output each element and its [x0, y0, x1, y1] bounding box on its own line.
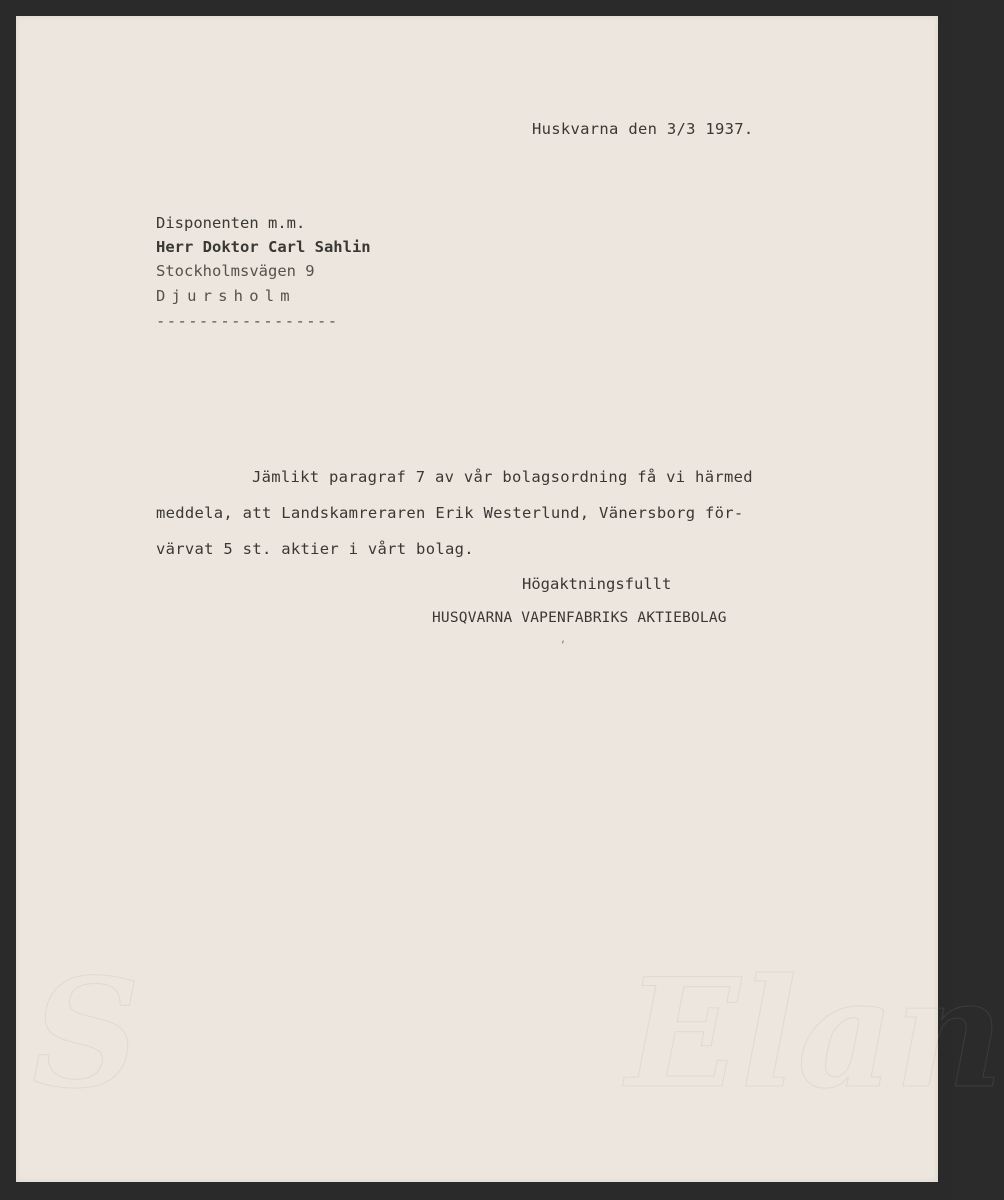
recipient-city: Djursholm: [156, 287, 296, 305]
recipient-name: Herr Doktor Carl Sahlin: [156, 238, 371, 256]
signature-company: HUSQVARNA VAPENFABRIKS AKTIEBOLAG: [432, 610, 727, 626]
recipient-street: Stockholmsvägen 9: [156, 262, 315, 280]
body-line: Jämlikt paragraf 7 av vår bolagsordning få vi härmed: [252, 468, 753, 486]
address-underline: -----------------: [156, 312, 339, 330]
body-line: meddela, att Landskamreraren Erik Westerlund, Vänersborg för-: [156, 504, 744, 522]
ink-speck: ,: [560, 634, 567, 645]
place-date: Huskvarna den 3/3 1937.: [532, 120, 754, 138]
paper-watermark: Elan: [626, 946, 1004, 1122]
letter-page: [16, 16, 1004, 1182]
body-line: värvat 5 st. aktier i vårt bolag.: [156, 540, 474, 558]
paper-watermark: S: [32, 946, 141, 1122]
recipient-title: Disponenten m.m.: [156, 214, 306, 232]
closing-salutation: Högaktningsfullt: [522, 575, 672, 593]
